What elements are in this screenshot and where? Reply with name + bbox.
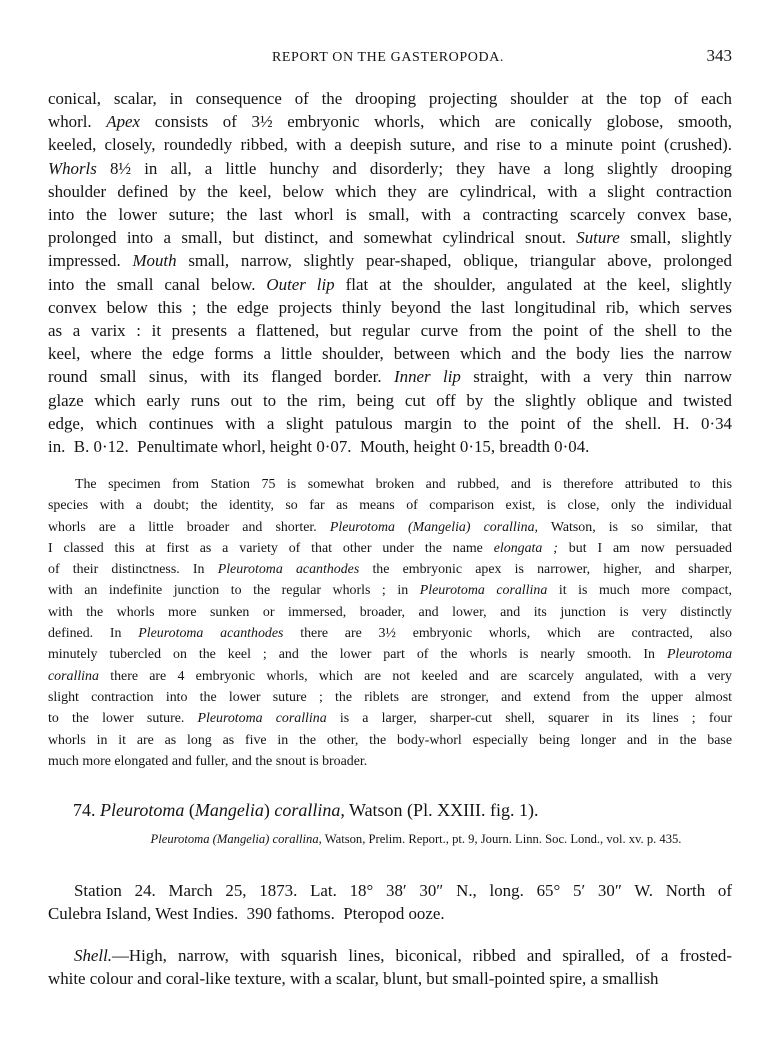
term-apex: Apex — [106, 112, 141, 132]
reference-text: Watson, Prelim. Report., pt. 9, Journ. Linn. Soc. Lond., vol. xv. p. 435. — [324, 832, 682, 846]
species-subgenus-wrap: (Mangelia) — [188, 800, 270, 820]
term-shell: Shell. — [74, 946, 112, 965]
text-line: round small sinus, with its flanged border. Inner lip straight, with a very thin narrow — [48, 367, 732, 387]
text-line: Shell.—High, narrow, with squarish lines, biconical, ribbed and spiralled, of a frosted- — [74, 946, 732, 965]
species-genus: Pleurotoma — [100, 800, 185, 820]
taxon-name: Pleurotoma (Mangelia) corallina, — [329, 519, 539, 535]
reference-citation — [105, 830, 727, 849]
text-line: conical, scalar, in consequence of the drooping projecting shoulder at the top of each — [48, 89, 732, 108]
taxon-name: Pleurotoma acanthodes — [217, 562, 360, 578]
page-header — [0, 46, 776, 72]
text-line: Station 24. March 25, 1873. Lat. 18° 38′ 30″ N., long. 65° 5′ 30″ W. North of — [74, 881, 732, 900]
text-line: into the small canal below. Outer lip flat at the shoulder, angulated at the keel, slightly — [48, 274, 732, 294]
species-epithet: corallina, — [274, 800, 345, 820]
text-line: with the whorls more sunken or immersed, broader, and lower, and its junction is very distinctly — [48, 604, 732, 620]
text-line: shoulder defined by the keel, below which they are cylindrical, with a slight contraction — [48, 181, 732, 201]
taxon-name: corallina — [48, 668, 99, 684]
text-line: corallina there are 4 embryonic whorls, which are not keeled and are scarcely angulated, with a very — [48, 668, 733, 684]
species-authority: Watson (Pl. XXIII. fig. 1). — [349, 800, 539, 820]
text-line: as a varix : it presents a flattened, but regular curve from the point of the shell to the — [48, 321, 732, 341]
shell-paragraph — [48, 944, 732, 990]
taxon-name: Pleurotoma corallina — [419, 583, 548, 599]
taxon-name: Pleurotoma — [666, 647, 733, 663]
text-line: keeled, closely, roundedly ribbed, with a deepish suture, and rise to a minute point (crushed). — [48, 135, 732, 155]
text-line: in. B. 0·12. Penultimate whorl, height 0·07. Mouth, height 0·15, breadth 0·04. — [48, 437, 590, 457]
text-line: glaze which early runs out to the rim, being cut off by the slightly oblique and twisted — [48, 390, 732, 410]
text-line: convex below this ; the edge projects thinly beyond the last longitudinal rib, which serves — [48, 297, 732, 317]
term-mouth: Mouth — [132, 251, 177, 271]
text-line: keel, where the edge forms a little shoulder, between which and the body lies the narrow — [48, 344, 732, 364]
term-inner-lip: Inner lip — [394, 367, 461, 387]
text-line: impressed. Mouth small, narrow, slightly pear-shaped, oblique, triangular above, prolonged — [48, 251, 732, 271]
term-outer-lip: Outer lip — [266, 274, 335, 294]
reference-name: Pleurotoma (Mangelia) corallina, — [150, 832, 322, 846]
station-paragraph — [48, 879, 732, 925]
text-line: whorl. Apex consists of 3½ embryonic whorls, which are conically globose, smooth, — [48, 112, 732, 132]
running-head: REPORT ON THE GASTEROPODA. — [271, 50, 505, 65]
text-line: defined. In Pleurotoma acanthodes there are 3½ embryonic whorls, which are contracted, also — [48, 626, 732, 642]
description-paragraph — [48, 87, 732, 458]
text-line: prolonged into a small, but distinct, and somewhat cylindrical snout. Suture small, slightly — [48, 228, 732, 248]
text-line: Culebra Island, West Indies. 390 fathoms. Pteropod ooze. — [48, 904, 445, 924]
text-line: with an indefinite junction to the regular whorls ; in Pleurotoma corallina it is much more compact, — [48, 583, 732, 599]
text-line: minutely tubercled on the keel ; and the lower part of the whorls is nearly smooth. In Pleurotoma — [48, 647, 733, 663]
text-line: slight contraction into the lower suture ; the riblets are stronger, and extend from the upper almost — [48, 689, 732, 705]
text-line: The specimen from Station 75 is somewhat broken and rubbed, and is therefore attributed to this — [75, 477, 732, 492]
text-line: to the lower suture. Pleurotoma corallina is a larger, sharper-cut shell, squarer in its lines ; four — [48, 711, 732, 727]
text-line: whorls are a little broader and shorter. Pleurotoma (Mangelia) corallina, Watson, is so similar, that — [48, 519, 732, 535]
term-suture: Suture — [576, 228, 620, 248]
text-line: much more elongated and fuller, and the snout is broader. — [48, 753, 368, 769]
text-line: edge, which continues with a slight patulous margin to the point of the shell. H. 0·34 — [48, 413, 732, 433]
text-line: of their distinctness. In Pleurotoma acanthodes the embryonic apex is narrower, higher, and sharper, — [48, 562, 732, 578]
text-line: white colour and coral-like texture, with a scalar, blunt, but small-pointed spire, a smallish — [48, 969, 659, 989]
text-line: Whorls 8½ in all, a little hunchy and disorderly; they have a long slightly drooping — [48, 158, 732, 178]
text-line: into the lower suture; the last whorl is small, with a contracting scarcely convex base, — [48, 205, 732, 225]
text-line: I classed this at first as a variety of that other under the name elongata ; but I am now persuaded — [48, 540, 732, 556]
species-subgenus: Mangelia — [194, 800, 264, 820]
remarks-paragraph — [48, 474, 732, 772]
term-whorls: Whorls — [48, 158, 97, 178]
page-number: 343 — [706, 46, 732, 65]
text-line: whorls in it are as long as five in the other, the body-whorl especially being longer and in the base — [48, 732, 732, 748]
species-number: 74. — [73, 800, 96, 820]
taxon-name: Pleurotoma acanthodes — [138, 626, 284, 642]
taxon-name: Pleurotoma corallina — [197, 711, 327, 727]
text-line: species with a doubt; the identity, so far as means of comparison exist, is close, only the individual — [48, 498, 732, 514]
species-heading — [73, 799, 753, 821]
taxon-name: elongata ; — [493, 540, 558, 556]
